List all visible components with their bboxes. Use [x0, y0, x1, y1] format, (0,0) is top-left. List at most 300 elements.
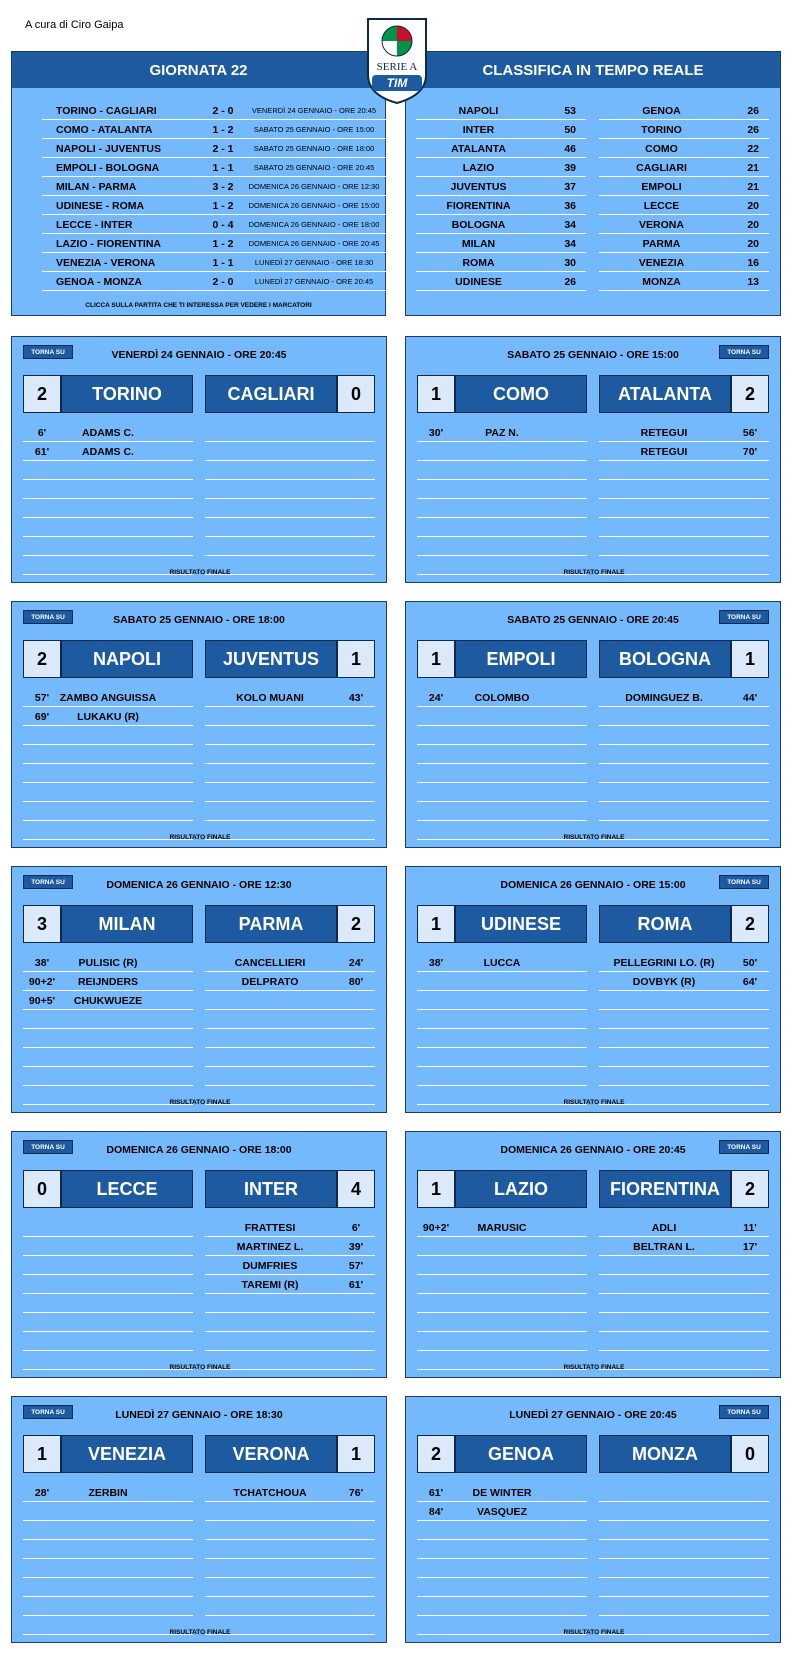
scorer-line: [205, 518, 375, 537]
goal-scorer: ZAMBO ANGUISSA: [59, 692, 157, 704]
match-date: DOMENICA 26 GENNAIO - ORE 18:00: [106, 1144, 292, 1156]
final-result-text: RISULTATO FINALE: [563, 569, 625, 576]
fixture-row[interactable]: [42, 120, 386, 139]
scorer-line: [599, 1502, 769, 1521]
standings-team: MILAN: [461, 238, 496, 250]
scorer-line: [23, 499, 193, 518]
goal-minute: 61': [348, 1279, 364, 1291]
fixture-datetime: VENERDÌ 24 GENNAIO - ORE 20:45: [251, 106, 377, 115]
final-result-label: [406, 834, 782, 841]
match-card: [11, 866, 387, 1113]
logo-bottom-text: TIM: [386, 76, 408, 90]
scorer-line: [205, 442, 375, 461]
match-card: [11, 1396, 387, 1643]
goal-minute: 90+2': [28, 976, 56, 988]
standings-row: [416, 120, 586, 139]
scorer-line: [23, 1332, 193, 1351]
final-result-label: [12, 569, 388, 576]
back-to-top-button[interactable]: TORNA SU: [23, 1405, 73, 1419]
home-score: 2: [23, 375, 61, 413]
scorer-line: [205, 423, 375, 442]
home-goal: [23, 688, 193, 707]
fixture-row[interactable]: [42, 234, 386, 253]
scorer-line: [599, 480, 769, 499]
home-team: UDINESE: [455, 905, 587, 943]
scorer-line: [23, 1294, 193, 1313]
goal-scorer: ADLI: [651, 1222, 677, 1234]
home-team: EMPOLI: [455, 640, 587, 678]
goal-scorer: TCHATCHOUA: [233, 1487, 307, 1499]
scorer-line: [23, 518, 193, 537]
scorer-line: [205, 764, 375, 783]
home-score: 2: [23, 640, 61, 678]
goal-minute: 50': [742, 957, 758, 969]
away-team: MONZA: [599, 1435, 731, 1473]
goal-minute: 6': [351, 1222, 361, 1234]
scorer-line: [417, 1332, 587, 1351]
goal-scorer: REIJNDERS: [77, 976, 139, 988]
fixture-row[interactable]: [42, 139, 386, 158]
fixture-datetime: SABATO 25 GENNAIO - ORE 18:00: [253, 144, 375, 153]
goal-minute: 61': [428, 1487, 444, 1499]
scorer-line: [599, 1521, 769, 1540]
scorer-line: [23, 1010, 193, 1029]
fixture-row[interactable]: [42, 253, 386, 272]
goal-scorer: DOVBYK (R): [632, 976, 696, 988]
goal-scorer: COLOMBO: [474, 692, 530, 704]
scorer-line: [417, 518, 587, 537]
scorer-line: [417, 783, 587, 802]
home-goal: [23, 972, 193, 991]
away-score: 2: [731, 905, 769, 943]
standings-row: [416, 215, 586, 234]
scorer-line: [417, 726, 587, 745]
scorer-line: [23, 1578, 193, 1597]
standings-team: COMO: [645, 143, 678, 155]
goal-scorer: ZERBIN: [88, 1487, 128, 1499]
final-result-label: [12, 1364, 388, 1371]
away-score: 1: [731, 640, 769, 678]
home-score: 2: [417, 1435, 455, 1473]
away-goal: [599, 972, 769, 991]
standings-row: [599, 253, 769, 272]
back-to-top-button[interactable]: TORNA SU: [23, 875, 73, 889]
standings-team: INTER: [462, 124, 495, 136]
scorer-line: [205, 783, 375, 802]
standings-team: ROMA: [462, 257, 495, 269]
fixture-row[interactable]: [42, 158, 386, 177]
home-team: VENEZIA: [61, 1435, 193, 1473]
fixture-score: 0 - 4: [212, 219, 234, 231]
standings-row: [416, 158, 586, 177]
goal-scorer: ADAMS C.: [82, 427, 134, 439]
scorer-line: [205, 1294, 375, 1313]
goal-minute: 24': [348, 957, 364, 969]
standings-points: 26: [747, 124, 759, 136]
goal-scorer: LUCCA: [483, 957, 521, 969]
scorer-line: [23, 461, 193, 480]
scorer-line: [599, 726, 769, 745]
scorer-line: [417, 1597, 587, 1616]
home-team: LAZIO: [455, 1170, 587, 1208]
standings-points: 21: [747, 181, 759, 193]
final-result-text: RISULTATO FINALE: [563, 1364, 625, 1371]
final-result-text: RISULTATO FINALE: [563, 834, 625, 841]
standings-team: FIORENTINA: [446, 200, 511, 212]
goal-scorer: DUMFRIES: [242, 1260, 298, 1272]
standings-team: NAPOLI: [458, 105, 499, 117]
final-result-label: [406, 1629, 782, 1636]
standings-points: 20: [747, 219, 759, 231]
goal-scorer: DE WINTER: [472, 1487, 532, 1499]
final-result-text: RISULTATO FINALE: [169, 1099, 231, 1106]
scorer-line: [599, 1313, 769, 1332]
fixture-score: 3 - 2: [212, 181, 234, 193]
scorer-line: [417, 1540, 587, 1559]
match-card: [405, 601, 781, 848]
standings-row: [599, 272, 769, 291]
match-card: [405, 1131, 781, 1378]
scorer-line: [417, 1559, 587, 1578]
away-team: CAGLIARI: [205, 375, 337, 413]
fixture-score: 1 - 1: [212, 162, 234, 174]
scorer-line: [417, 764, 587, 783]
final-result-text: RISULTATO FINALE: [169, 569, 231, 576]
goal-scorer: BELTRAN L.: [633, 1241, 695, 1253]
fixture-teams: LECCE - INTER: [56, 219, 133, 231]
fixture-datetime: SABATO 25 GENNAIO - ORE 15:00: [253, 125, 375, 134]
back-to-top-button[interactable]: TORNA SU: [719, 610, 769, 624]
match-card: [405, 1396, 781, 1643]
scorer-line: [23, 1559, 193, 1578]
standings-points: 20: [747, 238, 759, 250]
scorer-line: [599, 802, 769, 821]
home-goal: [23, 1483, 193, 1502]
goal-scorer: PULISIC (R): [78, 957, 138, 969]
scorer-line: [205, 726, 375, 745]
fixture-teams: LAZIO - FIORENTINA: [56, 238, 161, 250]
scorer-line: [417, 1067, 587, 1086]
standings-points: 30: [564, 257, 576, 269]
scorer-line: [417, 1294, 587, 1313]
goal-scorer: MARTINEZ L.: [236, 1241, 304, 1253]
fixtures-title: GIORNATA 22: [12, 52, 385, 88]
scorer-line: [599, 1559, 769, 1578]
scorer-line: [23, 1597, 193, 1616]
standings-row: [599, 234, 769, 253]
scorer-line: [205, 480, 375, 499]
standings-row: [599, 101, 769, 120]
fixture-row[interactable]: [42, 177, 386, 196]
standings-team: VERONA: [639, 219, 684, 231]
standings-team: CAGLIARI: [636, 162, 687, 174]
scorer-line: [599, 1540, 769, 1559]
goal-minute: 6': [37, 427, 47, 439]
scorer-line: [417, 991, 587, 1010]
final-result-label: [406, 1364, 782, 1371]
fixture-datetime: DOMENICA 26 GENNAIO - ORE 20:45: [248, 239, 380, 248]
match-date: VENERDÌ 24 GENNAIO - ORE 20:45: [111, 349, 287, 361]
goal-minute: 61': [34, 446, 50, 458]
home-goal: [23, 991, 193, 1010]
scorer-line: [417, 1521, 587, 1540]
standings-row: [416, 272, 586, 291]
goal-minute: 80': [348, 976, 364, 988]
scorer-line: [205, 1540, 375, 1559]
home-goal: [23, 953, 193, 972]
home-score: 1: [417, 640, 455, 678]
scorer-line: [23, 1237, 193, 1256]
standings-points: 46: [564, 143, 576, 155]
final-result-label: [406, 1099, 782, 1106]
away-score: 2: [337, 905, 375, 943]
standings-row: [416, 253, 586, 272]
back-to-top-button[interactable]: TORNA SU: [23, 610, 73, 624]
away-team: JUVENTUS: [205, 640, 337, 678]
scorer-line: [417, 1010, 587, 1029]
scorer-line: [23, 783, 193, 802]
home-score: 0: [23, 1170, 61, 1208]
goal-scorer: MARUSIC: [477, 1222, 527, 1234]
scorer-line: [417, 537, 587, 556]
standings-row: [599, 139, 769, 158]
standings-points: 39: [564, 162, 576, 174]
home-goal: [23, 707, 193, 726]
away-goal: [599, 423, 769, 442]
goal-minute: 57': [348, 1260, 364, 1272]
goal-minute: 39': [348, 1241, 364, 1253]
fixture-datetime: SABATO 25 GENNAIO - ORE 20:45: [253, 163, 375, 172]
goal-scorer: CHUKWUEZE: [73, 995, 143, 1007]
scorer-line: [23, 726, 193, 745]
standings-points: 36: [564, 200, 576, 212]
home-goal: [417, 423, 587, 442]
final-result-label: [12, 1099, 388, 1106]
standings-points: 20: [747, 200, 759, 212]
away-goal: [205, 1256, 375, 1275]
fixture-row[interactable]: [42, 101, 386, 120]
scorer-line: [599, 1597, 769, 1616]
fixture-row[interactable]: [42, 215, 386, 234]
goal-scorer: PELLEGRINI LO. (R): [613, 957, 715, 969]
scorer-line: [205, 1521, 375, 1540]
scorer-line: [417, 480, 587, 499]
scorer-line: [599, 1294, 769, 1313]
standings-title: CLASSIFICA IN TEMPO REALE: [406, 52, 780, 88]
standings-team: GENOA: [642, 105, 681, 117]
home-goal: [23, 442, 193, 461]
fixture-score: 2 - 0: [212, 276, 234, 288]
fixture-row[interactable]: [42, 196, 386, 215]
goal-minute: 17': [742, 1241, 758, 1253]
scorer-line: [599, 499, 769, 518]
standings-row: [416, 234, 586, 253]
away-score: 2: [731, 375, 769, 413]
match-card: [405, 336, 781, 583]
goal-scorer: TAREMI (R): [241, 1279, 299, 1291]
final-result-text: RISULTATO FINALE: [169, 834, 231, 841]
goal-minute: 84': [428, 1506, 444, 1518]
standings-row: [416, 101, 586, 120]
scorer-line: [23, 1540, 193, 1559]
scorer-line: [205, 461, 375, 480]
logo-top-text: SERIE A: [376, 61, 418, 73]
standings-points: 26: [564, 276, 576, 288]
fixture-datetime: LUNEDÌ 27 GENNAIO - ORE 18:30: [254, 258, 374, 267]
standings-row: [599, 196, 769, 215]
fixture-teams: UDINESE - ROMA: [56, 200, 145, 212]
scorer-line: [417, 1578, 587, 1597]
scorer-line: [23, 1521, 193, 1540]
fixture-datetime: LUNEDÌ 27 GENNAIO - ORE 20:45: [254, 277, 374, 286]
scorer-line: [205, 1578, 375, 1597]
away-team: FIORENTINA: [599, 1170, 731, 1208]
match-date: SABATO 25 GENNAIO - ORE 20:45: [507, 614, 679, 626]
goal-scorer: RETEGUI: [640, 446, 688, 458]
back-to-top-button[interactable]: TORNA SU: [719, 1405, 769, 1419]
match-date: DOMENICA 26 GENNAIO - ORE 15:00: [500, 879, 686, 891]
goal-scorer: DELPRATO: [241, 976, 299, 988]
goal-scorer: LUKAKU (R): [77, 711, 139, 723]
fixture-datetime: DOMENICA 26 GENNAIO - ORE 15:00: [248, 201, 380, 210]
scorer-line: [417, 1275, 587, 1294]
goal-minute: 24': [428, 692, 444, 704]
home-goal: [417, 1483, 587, 1502]
goal-scorer: CANCELLIERI: [234, 957, 306, 969]
scorer-line: [599, 461, 769, 480]
goal-minute: 28': [34, 1487, 50, 1499]
away-goal: [205, 1237, 375, 1256]
scorer-line: [417, 1256, 587, 1275]
goal-scorer: RETEGUI: [640, 427, 688, 439]
standings-team: LECCE: [643, 200, 680, 212]
scorer-line: [23, 1275, 193, 1294]
fixture-row[interactable]: [42, 272, 386, 291]
scorer-line: [23, 1029, 193, 1048]
standings-points: 22: [747, 143, 759, 155]
standings-team: LAZIO: [462, 162, 495, 174]
scorer-line: [23, 480, 193, 499]
final-result-text: RISULTATO FINALE: [563, 1099, 625, 1106]
scorer-line: [417, 1048, 587, 1067]
scorer-line: [599, 1067, 769, 1086]
match-date: SABATO 25 GENNAIO - ORE 15:00: [507, 349, 679, 361]
standings-row: [416, 177, 586, 196]
standings-points: 26: [747, 105, 759, 117]
goal-minute: 76': [348, 1487, 364, 1499]
scorer-line: [417, 442, 587, 461]
home-team: GENOA: [455, 1435, 587, 1473]
scorer-line: [599, 1578, 769, 1597]
standings-row: [416, 196, 586, 215]
standings-points: 53: [564, 105, 576, 117]
back-to-top-button[interactable]: TORNA SU: [719, 345, 769, 359]
back-to-top-button[interactable]: TORNA SU: [23, 345, 73, 359]
scorer-line: [205, 1332, 375, 1351]
scorer-line: [417, 707, 587, 726]
away-score: 1: [337, 640, 375, 678]
home-goal: [417, 953, 587, 972]
scorer-line: [417, 1313, 587, 1332]
goal-scorer: DOMINGUEZ B.: [625, 692, 703, 704]
goal-scorer: PAZ N.: [485, 427, 519, 439]
standings-team: TORINO: [641, 124, 682, 136]
standings-points: 37: [564, 181, 576, 193]
scorer-line: [205, 1029, 375, 1048]
match-date: LUNEDÌ 27 GENNAIO - ORE 18:30: [115, 1409, 283, 1421]
standings-team: UDINESE: [455, 276, 502, 288]
standings-panel: [405, 51, 781, 316]
scorer-line: [23, 764, 193, 783]
scorer-line: [599, 1048, 769, 1067]
scorer-line: [599, 1256, 769, 1275]
serie-a-logo: [362, 15, 432, 105]
fixture-teams: EMPOLI - BOLOGNA: [56, 162, 160, 174]
goal-minute: 70': [742, 446, 758, 458]
standings-points: 21: [747, 162, 759, 174]
scorer-line: [417, 745, 587, 764]
goal-minute: 69': [34, 711, 50, 723]
scorer-line: [23, 1218, 193, 1237]
away-score: 1: [337, 1435, 375, 1473]
away-score: 0: [731, 1435, 769, 1473]
back-to-top-button[interactable]: TORNA SU: [719, 875, 769, 889]
match-date: DOMENICA 26 GENNAIO - ORE 12:30: [106, 879, 292, 891]
goal-scorer: FRATTESI: [244, 1222, 296, 1234]
scorer-line: [205, 1313, 375, 1332]
scorer-line: [23, 1502, 193, 1521]
away-team: ATALANTA: [599, 375, 731, 413]
scorer-line: [599, 1029, 769, 1048]
scorer-line: [599, 764, 769, 783]
back-to-top-button[interactable]: TORNA SU: [23, 1140, 73, 1154]
match-date: SABATO 25 GENNAIO - ORE 18:00: [113, 614, 285, 626]
away-goal: [205, 1483, 375, 1502]
fixture-score: 1 - 1: [212, 257, 234, 269]
fixture-score: 1 - 2: [212, 200, 234, 212]
away-team: VERONA: [205, 1435, 337, 1473]
home-goal: [417, 688, 587, 707]
goal-minute: 30': [428, 427, 444, 439]
goal-minute: 56': [742, 427, 758, 439]
home-score: 1: [417, 905, 455, 943]
fixture-score: 1 - 2: [212, 238, 234, 250]
fixtures-note: CLICCA SULLA PARTITA CHE TI INTERESSA PER VEDERE I MARCATORI: [85, 302, 312, 309]
standings-row: [599, 158, 769, 177]
scorer-line: [23, 1313, 193, 1332]
standings-team: ATALANTA: [451, 143, 506, 155]
standings-row: [599, 215, 769, 234]
goal-scorer: VASQUEZ: [477, 1506, 527, 1518]
back-to-top-button[interactable]: TORNA SU: [719, 1140, 769, 1154]
scorer-line: [23, 1256, 193, 1275]
scorer-line: [205, 1048, 375, 1067]
away-goal: [205, 953, 375, 972]
scorer-line: [599, 783, 769, 802]
scorer-line: [599, 745, 769, 764]
match-card: [11, 336, 387, 583]
home-team: MILAN: [61, 905, 193, 943]
scorer-line: [205, 1010, 375, 1029]
scorer-line: [599, 707, 769, 726]
home-goal: [417, 1218, 587, 1237]
scorer-line: [599, 518, 769, 537]
fixture-teams: NAPOLI - JUVENTUS: [56, 143, 162, 155]
standings-row: [599, 120, 769, 139]
goal-minute: 57': [34, 692, 50, 704]
final-result-text: RISULTATO FINALE: [563, 1629, 625, 1636]
final-result-label: [12, 834, 388, 841]
